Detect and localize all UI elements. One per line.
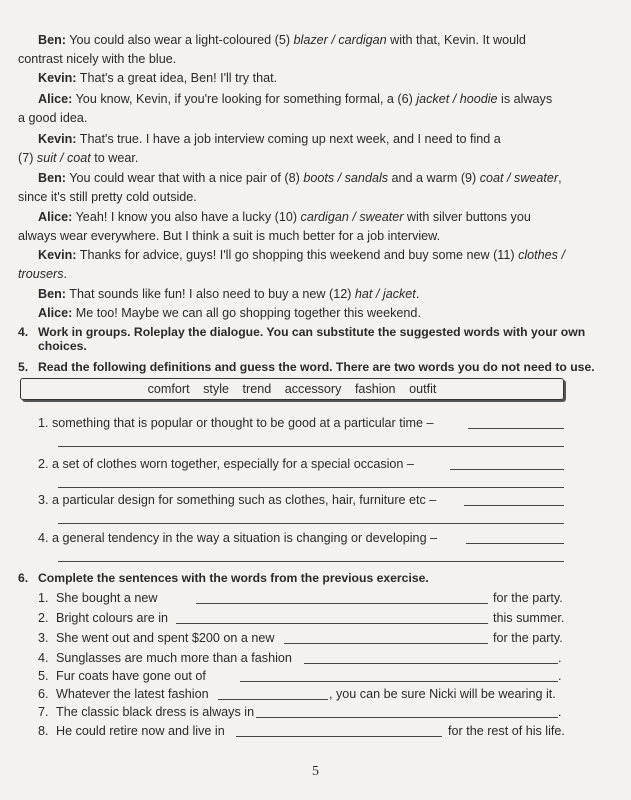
sentence-item: 2. Bright colours are in this summer. (38, 611, 565, 625)
answer-blank[interactable] (240, 681, 558, 682)
sentence-item: 3. She went out and spent $200 on a new for the party. (38, 631, 563, 645)
page-number: 5 (312, 764, 319, 779)
dialogue-line: a good idea. (18, 111, 88, 125)
dialogue-line: Alice: You know, Kevin, if you're looking for something formal, a (6) jacket / hoodie is always (38, 92, 553, 106)
word-bank-item: style (203, 382, 230, 396)
word-bank-item: accessory (284, 382, 342, 396)
task-6-instruction: 6. Complete the sentences with the words from the previous exercise. (18, 571, 429, 585)
dialogue-line: Kevin: Thanks for advice, guys! I'll go shopping this weekend and buy some new (11) clothes / (38, 248, 565, 262)
sentence-item: 8. He could retire now and live in for the rest of his life. (38, 724, 565, 738)
definition-item: 1. something that is popular or thought to be good at a particular time – (38, 416, 434, 430)
answer-blank[interactable] (450, 469, 564, 470)
sentence-item: 6. Whatever the latest fashion , you can be sure Nicki will be wearing it. (38, 687, 556, 701)
answer-blank[interactable] (196, 603, 488, 604)
word-bank-item: trend (242, 382, 272, 396)
answer-blank[interactable] (58, 561, 564, 562)
answer-blank[interactable] (58, 487, 564, 488)
sentence-item: 4. Sunglasses are much more than a fashion . (38, 651, 562, 665)
word-bank-item: outfit (409, 382, 437, 396)
dialogue-line: trousers. (18, 267, 67, 281)
dialogue-line: (7) suit / coat to wear. (18, 151, 139, 165)
answer-blank[interactable] (58, 523, 564, 524)
answer-blank[interactable] (284, 643, 488, 644)
definition-item: 3. a particular design for something such as clothes, hair, furniture etc – (38, 493, 437, 507)
answer-blank[interactable] (176, 623, 488, 624)
word-bank-item: fashion (354, 382, 396, 396)
sentence-item: 1. She bought a new for the party. (38, 591, 563, 605)
dialogue-line: Alice: Me too! Maybe we can all go shopping together this weekend. (38, 306, 421, 320)
task-4-instruction-cont: choices. (38, 339, 87, 353)
definition-item: 2. a set of clothes worn together, especially for a special occasion – (38, 457, 414, 471)
answer-blank[interactable] (466, 543, 564, 544)
dialogue-line: always wear everywhere. But I think a suit is much better for a job interview. (18, 229, 441, 243)
task-4-instruction: 4. Work in groups. Roleplay the dialogue. You can substitute the suggested words with your own (18, 325, 586, 339)
dialogue-line: since it's still pretty cold outside. (18, 190, 197, 204)
dialogue-line: Kevin: That's a great idea, Ben! I'll try that. (38, 71, 278, 85)
dialogue-line: contrast nicely with the blue. (18, 52, 177, 66)
answer-blank[interactable] (256, 717, 558, 718)
definition-item: 4. a general tendency in the way a situation is changing or developing – (38, 531, 438, 545)
answer-blank[interactable] (304, 663, 558, 664)
answer-blank[interactable] (218, 699, 328, 700)
answer-blank[interactable] (468, 428, 564, 429)
word-bank (20, 378, 564, 400)
sentence-item: 5. Fur coats have gone out of . (38, 669, 562, 683)
word-bank-item: comfort (147, 382, 190, 396)
answer-blank[interactable] (58, 446, 564, 447)
dialogue-line: Alice: Yeah! I know you also have a lucky (10) cardigan / sweater with silver buttons you (38, 210, 531, 224)
answer-blank[interactable] (236, 736, 442, 737)
dialogue-line: Kevin: That's true. I have a job interview coming up next week, and I need to find a (38, 132, 501, 146)
dialogue-line: Ben: You could wear that with a nice pair of (8) boots / sandals and a warm (9) coat / sweater, (38, 171, 562, 185)
dialogue-line: Ben: You could also wear a light-coloured (5) blazer / cardigan with that, Kevin. It would (38, 33, 526, 47)
sentence-item: 7. The classic black dress is always in . (38, 705, 562, 719)
dialogue-line: Ben: That sounds like fun! I also need to buy a new (12) hat / jacket. (38, 287, 420, 301)
answer-blank[interactable] (464, 505, 564, 506)
task-5-instruction: 5. Read the following definitions and guess the word. There are two words you do not need to use. (18, 360, 595, 374)
